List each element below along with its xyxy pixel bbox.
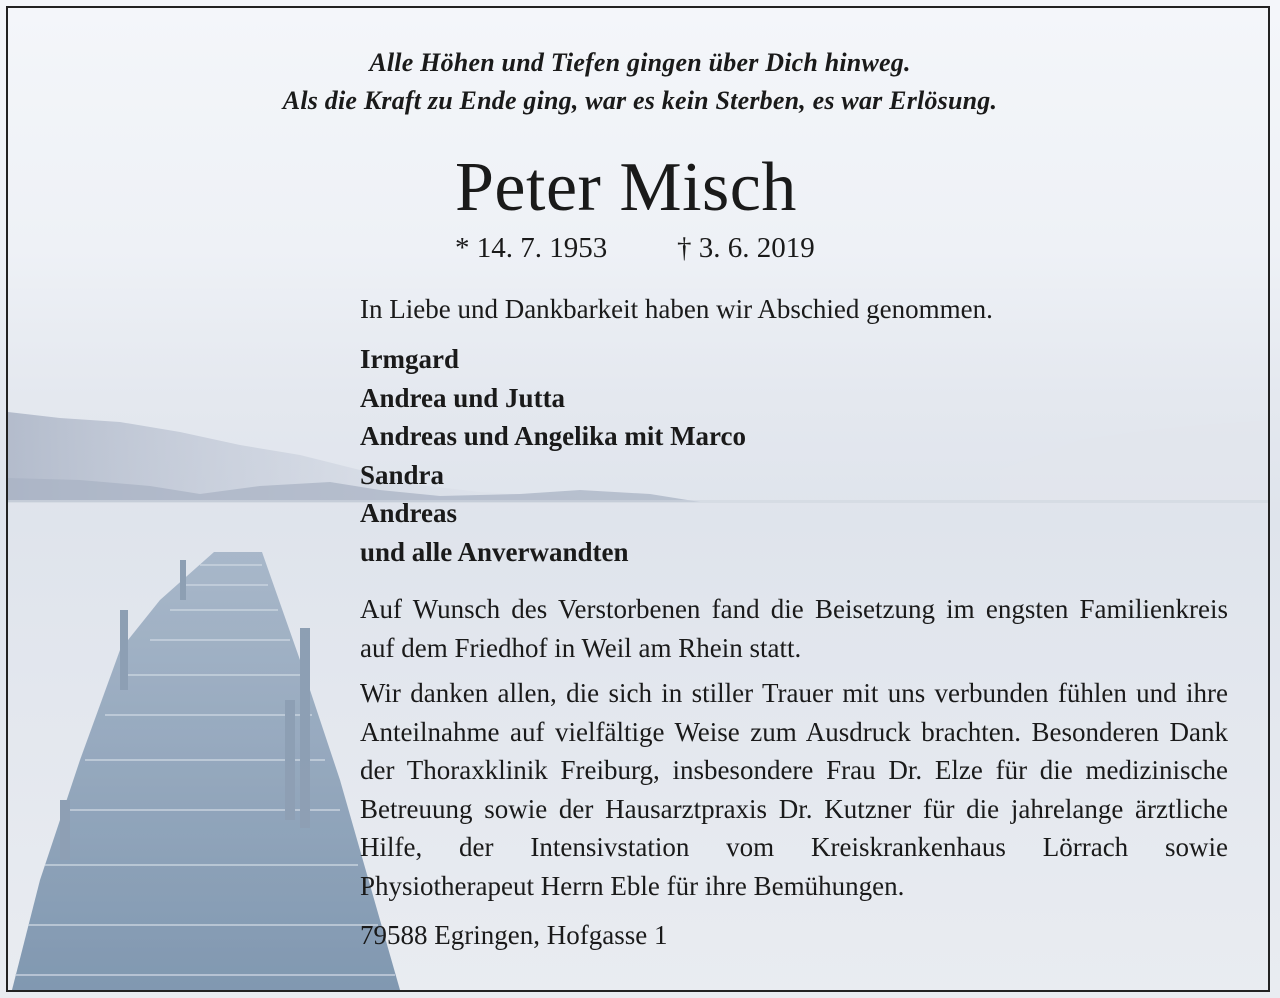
mountain-ridge-right [1000,420,1270,500]
wooden-jetty [12,552,400,990]
mourner-name: und alle Anverwandten [360,536,629,567]
mourner-name: Sandra [360,459,445,490]
family-address: 79588 Egringen, Hofgasse 1 [360,920,668,950]
quote-line-1: Alle Höhen und Tiefen gingen über Dich hinweg. [369,48,911,77]
mourner-name: Andrea und Jutta [360,382,566,413]
farewell-line: In Liebe und Dankbarkeit haben wir Abschied genommen. [360,294,993,324]
quote-line-2: Als die Kraft zu Ende ging, war es kein Sterben, es war Erlösung. [282,86,998,115]
burial-paragraph: Auf Wunsch des Verstorbenen fand die Beisetzung im engsten Familienkreis auf dem Friedhof in Weil am Rhein statt. [360,594,1228,663]
mourner-name: Andreas [360,498,458,528]
death-date: † 3. 6. 2019 [677,232,815,264]
thanks-paragraph: Wir danken allen, die sich in stiller Trauer mit uns verbunden fühlen und ihre Anteilnahme auf vielfältige Weise zum Ausdruck brachten. Besonderen Dank der Thoraxklinik Freiburg, insbesondere Frau Dr. Elze für die medizinische Betreuung sowie der Hausarztpraxis Dr. Kutzner für die jahrelange ärztliche Hilfe, der Intensivstation vom Kreiskrankenhaus Lörrach sowie Physiotherapeut Herrn Eble für ihre Bemühungen. [360,678,1228,901]
mourners-list [360,340,746,571]
mourner-name: Irmgard [360,344,459,374]
deceased-name: Peter Misch [455,149,797,226]
birth-date: * 14. 7. 1953 [455,232,608,264]
mourner-name: Andreas und Angelika mit Marco [360,421,747,451]
